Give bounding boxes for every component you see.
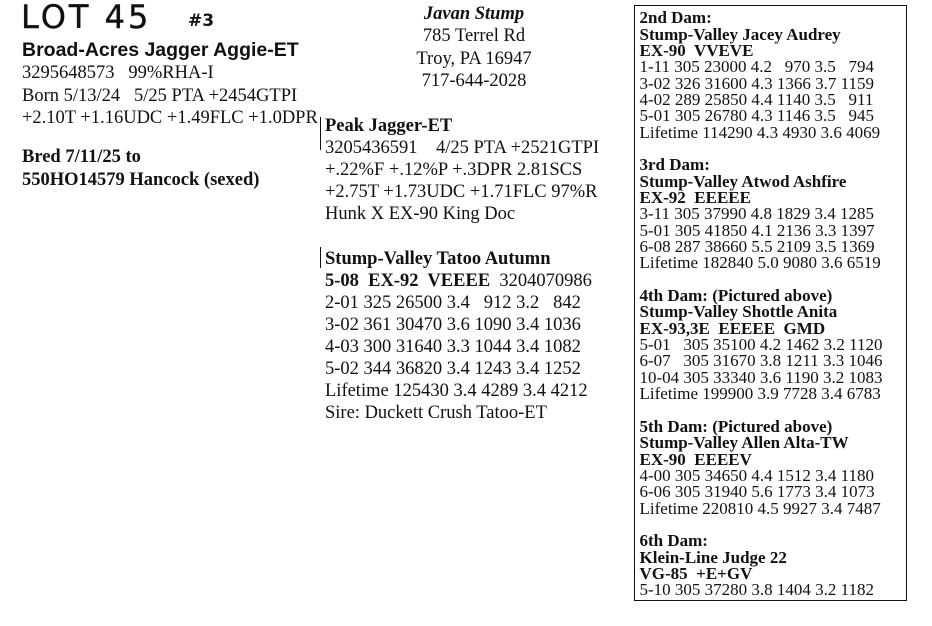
born-line: Born 5/13/24 5/25 PTA +2454GTPI [22, 85, 298, 106]
dam-section-4th [640, 288, 907, 402]
section-heading: 5th Dam: (Pictured above) [639, 416, 833, 436]
sire-detail-line: 3205436591 4/25 PTA +2521GTPI [325, 138, 600, 159]
dam-section-6th [640, 533, 907, 598]
sire-detail-line: Hunk X EX-90 King Doc [325, 204, 516, 225]
dam-name: Stump-Valley Tatoo Autumn [325, 248, 551, 269]
dam-lifetime: Lifetime 125430 3.4 4289 3.4 4212 [325, 381, 588, 402]
animal-name: Broad-Acres Jagger Aggie-ET [22, 39, 299, 61]
consignor-name: Javan Stump [423, 4, 525, 24]
sire-block [325, 115, 599, 225]
consignor-phone: 717-644-2028 [421, 70, 527, 91]
dam-record-row: 4-03 300 31640 3.3 1044 3.4 1082 [325, 336, 581, 357]
lifetime-row: Lifetime 199900 3.9 7728 3.4 6783 [639, 384, 881, 404]
lot-number: LOT 45 [21, 0, 152, 36]
record-row: 3-11 305 37990 4.8 1829 3.4 1285 [639, 204, 875, 224]
service-sire-line: 550HO14579 Hancock (sexed) [22, 170, 260, 190]
record-row: 5-10 305 37280 3.8 1404 3.2 1182 [639, 580, 875, 600]
section-heading: 3rd Dam: [639, 155, 710, 175]
record-row: 6-08 287 38660 5.5 2109 3.5 1369 [639, 237, 875, 257]
lifetime-row: Lifetime 220810 4.5 9927 3.4 7487 [639, 498, 881, 518]
ancestor-classification: EX-90 EEEEV [639, 449, 752, 469]
ancestor-classification: VG-85 +E+GV [639, 563, 753, 583]
ancestor-classification: EX-90 VVEVE [639, 40, 754, 60]
breeding-info [22, 146, 259, 192]
record-row: 6-06 305 31940 5.6 1773 3.4 1073 [639, 482, 875, 502]
section-heading: 6th Dam: [639, 531, 708, 551]
dam-registration-number: 3204070986 [499, 270, 592, 291]
dam-sire: Sire: Duckett Crush Tatoo-ET [325, 403, 547, 424]
lifetime-row: Lifetime 114290 4.3 4930 3.6 4069 [639, 122, 881, 142]
record-row: 5-01 305 35100 4.2 1462 3.2 1120 [639, 335, 883, 355]
sire-bracket-line [320, 117, 321, 150]
pedigree-column [325, 115, 599, 424]
section-heading: 4th Dam: (Pictured above) [639, 286, 833, 306]
ancestor-name: Stump-Valley Jacey Audrey [639, 24, 841, 44]
dam-section-5th [639, 416, 907, 518]
lot-tag: #3 [188, 11, 215, 31]
section-heading: 2nd Dam: [639, 8, 712, 28]
bred-date-line: Bred 7/11/25 to [22, 147, 141, 167]
dam-classification: 5-08 EX-92 VEEEE [325, 270, 491, 291]
maternal-line-box [634, 5, 907, 601]
record-row: 3-02 326 31600 4.3 1366 3.7 1159 [639, 73, 875, 93]
registration-line: 3295648573 99%RHA-I [22, 63, 214, 83]
record-row: 5-01 305 26780 4.3 1146 3.5 945 [639, 106, 875, 126]
consignor-address [374, 3, 574, 92]
ancestor-name: Klein-Line Judge 22 [639, 547, 787, 567]
sire-detail-line: +2.75T +1.73UDC +1.71FLC 97%R [325, 182, 598, 203]
traits-line: +2.10T +1.16UDC +1.49FLC +1.0DPR [22, 108, 318, 128]
ancestor-classification: EX-93,3E EEEEE GMD [639, 318, 826, 338]
record-row: 1-11 305 23000 4.2 970 3.5 794 [639, 57, 875, 77]
dam-record-row: 3-02 361 30470 3.6 1090 3.4 1036 [325, 314, 581, 335]
dam-bracket-line [320, 247, 321, 268]
sire-name: Peak Jagger-ET [325, 116, 453, 136]
record-row: 4-00 305 34650 4.4 1512 3.4 1180 [639, 465, 875, 485]
dam-section-3rd [640, 157, 907, 271]
dam-block [325, 248, 599, 425]
record-row: 4-02 289 25850 4.4 1140 3.5 911 [639, 90, 874, 110]
record-row: 5-01 305 41850 4.1 2136 3.3 1397 [639, 220, 875, 240]
consignor-street: 785 Terrel Rd [422, 26, 526, 47]
ancestor-name: Stump-Valley Allen Alta-TW [639, 433, 849, 453]
lifetime-row: Lifetime 182840 5.0 9080 3.6 6519 [639, 253, 881, 273]
dam-section-2nd [640, 10, 907, 141]
animal-info [22, 62, 318, 130]
dam-classification-line [325, 270, 599, 292]
ancestor-name: Stump-Valley Shottle Anita [639, 302, 838, 322]
record-row: 6-07 305 31670 3.8 1211 3.3 1046 [639, 351, 883, 371]
dam-record-row: 2-01 325 26500 3.4 912 3.2 842 [325, 292, 581, 313]
record-row: 10-04 305 33340 3.6 1190 3.2 1083 [639, 367, 883, 387]
sire-detail-line: +.22%F +.12%P +.3DPR 2.81SCS [325, 160, 583, 181]
dam-record-row: 5-02 344 36820 3.4 1243 3.4 1252 [325, 359, 581, 380]
ancestor-name: Stump-Valley Atwod Ashfire [639, 171, 847, 191]
consignor-city: Troy, PA 16947 [416, 48, 532, 69]
ancestor-classification: EX-92 EEEEE [639, 188, 751, 208]
